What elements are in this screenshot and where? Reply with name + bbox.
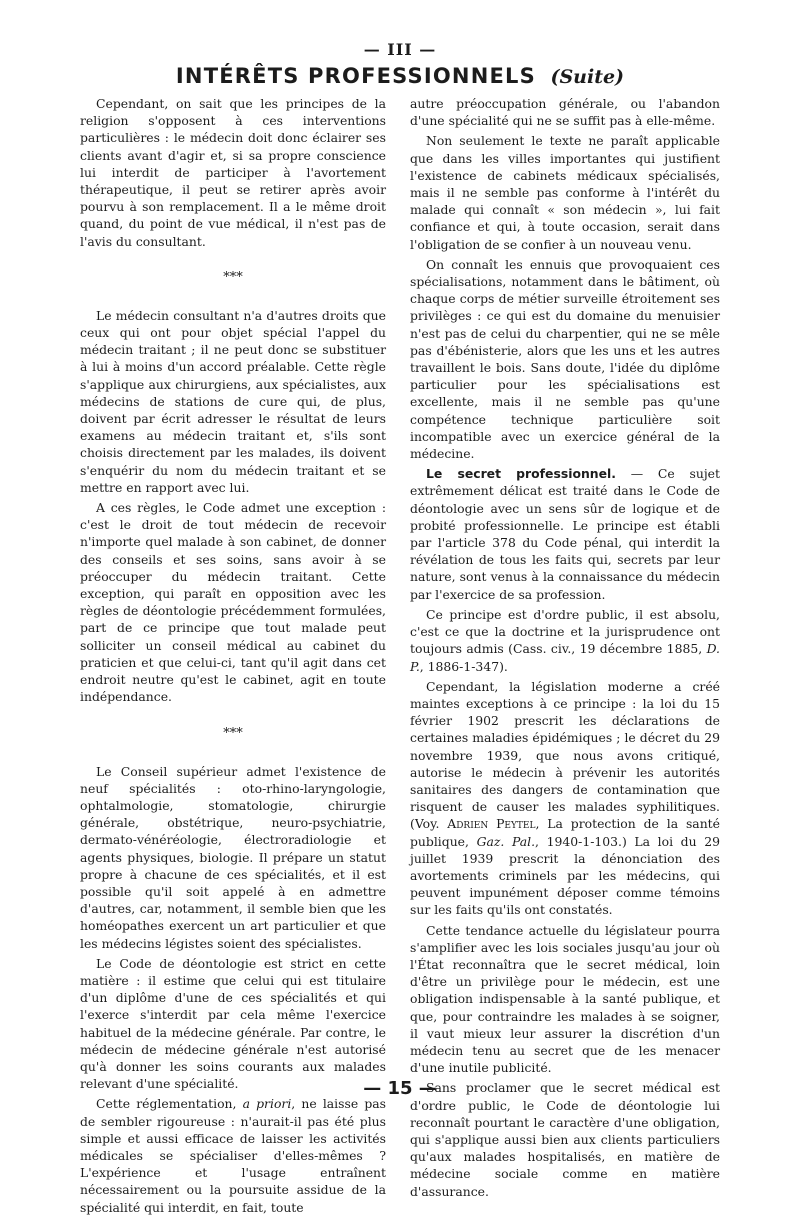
- paragraph: Ce principe est d'ordre public, il est absolu, c'est ce que la doctrine et la jurisprudence ont toujours admis (Cass. civ., 19 décembre 1885, D. P., 1886-1-347).: [410, 606, 720, 674]
- paragraph: Le médecin consultant n'a d'autres droits que ceux qui ont pour objet spécial l'appel du médecin traitant ; il ne peut donc se substituer à lui à moins d'un accord préalable. Cette règle s'applique aux chirurgiens, aux spécialistes, aux médecins de stations de cure qui, de plus, doivent par écrit adresser le résultat de leurs examens au médecin traitant et, s'ils sont choisis directement par les malades, ils doivent s'enquérir du nom du médecin traitant et se mettre en rapport avec lui.: [80, 307, 386, 495]
- roman-page-number: — III —: [363, 40, 437, 59]
- section-separator: ***: [223, 725, 243, 741]
- title-suffix: (Suite): [550, 66, 625, 88]
- left-column: [80, 95, 386, 1215]
- section-heading: Le secret professionnel.: [426, 466, 616, 482]
- paragraph: Cependant, la législation moderne a créé maintes exceptions à ce principe : la loi du 15 février 1902 prescrit les déclarations de certaines maladies épidémiques ; le décret du 29 novembre 1939, que nous avons critiqué, autorise le médecin à prévenir les autorités sanitaires des dangers de contamination que risquent de causer les malades syphilitiques. (Voy. Adrien Peytel, La protection de la santé publique, Gaz. Pal., 1940-1-103.) La loi du 29 juillet 1939 prescrit la dénonciation des avortements criminels par les médecins, qui peuvent impunément déposer comme témoins sur les faits qu'ils ont constatés.: [410, 678, 720, 918]
- paragraph: Non seulement le texte ne paraît applicable que dans les villes importantes qui justifient l'existence de cabinets médicaux spécialisés, mais il ne semble pas conforme à l'intérêt du malade qui connaît « son médecin », lui fait confiance et qui, à toute occasion, serait dans l'obligation de se confier à un nouveau venu.: [410, 133, 720, 252]
- paragraph: A ces règles, le Code admet une exception : c'est le droit de tout médecin de recevoir n'importe quel malade à son cabinet, de donner des conseils et ses soins, sans avoir à se préoccuper du médecin traitant. Cette exception, qui paraît en opposition avec les règles de déontologie précédemment formulées, part de ce principe que tout malade peut solliciter un conseil médical au cabinet du praticien et que celui-ci, tant qu'il agit dans cet endroit neutre qu'est le cabinet, agit en toute indépendance.: [80, 500, 386, 705]
- paragraph: Le secret professionnel. — Ce sujet extrêmement délicat est traité dans le Code de déontologie avec un sens sûr de logique et de probité professionnelle. Le principe est établi par l'article 378 du Code pénal, qui interdit la révélation de tous les faits qui, secrets par leur nature, sont venus à la connaissance du médecin par l'exercice de sa profession.: [410, 466, 720, 602]
- paragraph: Cette tendance actuelle du législateur pourra s'amplifier avec les lois sociales jusqu'au jour où l'État reconnaîtra que le secret médical, loin d'être un privilège pour le médecin, est une obligation indispensable à la santé publique, et que, pour contraindre les malades à se soigner, il vaut mieux leur assurer la discrétion d'un médecin tenu au secret que de les menacer d'une inutile publicité.: [410, 922, 720, 1076]
- paragraph: Sans proclamer que le secret médical est d'ordre public, le Code de déontologie lui reconnaît pourtant le caractère d'une obligation, qui s'applique aussi bien aux clients particuliers qu'aux malades hospitalisés, en matière de médecine sociale comme en matière d'assurance.: [410, 1080, 720, 1199]
- paragraph: autre préoccupation générale, ou l'abandon d'une spécialité qui ne se suffit pas à elle-même.: [410, 96, 720, 129]
- paragraph: Cependant, on sait que les principes de la religion s'opposent à ces interventions particulières : le médecin doit donc éclairer ses clients avant d'agir et, si sa propre conscience lui interdit de participer à l'avortement thérapeutique, il peut se retirer après avoir pourvu à son remplacement. Il a le même droit quand, du point de vue médical, il n'est pas de l'avis du consultant.: [80, 96, 386, 249]
- italic-term: Gaz. Pal.: [476, 833, 536, 849]
- page-number: — 15 —: [363, 1078, 437, 1099]
- author-name: Adrien Peytel: [447, 816, 536, 832]
- paragraph: Le Conseil supérieur admet l'existence de neuf spécialités : oto-rhino-laryngologie, ophtalmologie, stomatologie, chirurgie générale, obstétrique, neuro-psychiatrie, dermato-vénéréologie, électroradiologie et agents physiques, biologie. Il prépare un statut propre à chacune de ces spécialités, et il est possible qu'il soit appelé à en admettre d'autres, car, notamment, il semble bien que les homéopathes exercent un art particulier et que les médecins légistes soient des spécialistes.: [80, 763, 386, 951]
- italic-term: a priori: [242, 1096, 292, 1112]
- paragraph: Le Code de déontologie est strict en cette matière : il estime que celui qui est titulaire d'un diplôme d'une de ces spécialités et qui l'exerce s'interdit par cela même l'exercice habituel de la médecine générale. Par contre, le médecin de médecine générale n'est autorisé qu'à donner les soins courants aux malades relevant d'une spécialité.: [80, 955, 386, 1092]
- paragraph: On connaît les ennuis que provoquaient ces spécialisations, notamment dans le bâtiment, où chaque corps de métier surveille étroitement ses privilèges : ce qui est du domaine du menuisier n'est pas de celui du charpentier, qui ne se mêle pas d'ébénisterie, alors que les uns et les autres travaillent le bois. Sans doute, l'idée du diplôme particulier pour les spécialisations est excellente, mais il ne semble pas qu'une compétence technique particulière soit incompatible avec un exercice général de la médecine.: [410, 256, 720, 462]
- section-separator: ***: [223, 269, 243, 285]
- italic-term: D. P.: [410, 641, 720, 674]
- right-column: [410, 95, 720, 1199]
- page-title: [0, 64, 800, 88]
- paragraph: Cette réglementation, a priori, ne laisse pas de sembler rigoureuse : n'aurait-il pas été plus simple et aussi efficace de laisser les activités médicales se spécialiser d'elles-mêmes ? L'expérience et l'usage entraînent nécessairement ou la poursuite assidue de la spécialité qui interdit, en fait, toute: [80, 1096, 386, 1215]
- title-text: INTÉRÊTS PROFESSIONNELS: [175, 64, 536, 88]
